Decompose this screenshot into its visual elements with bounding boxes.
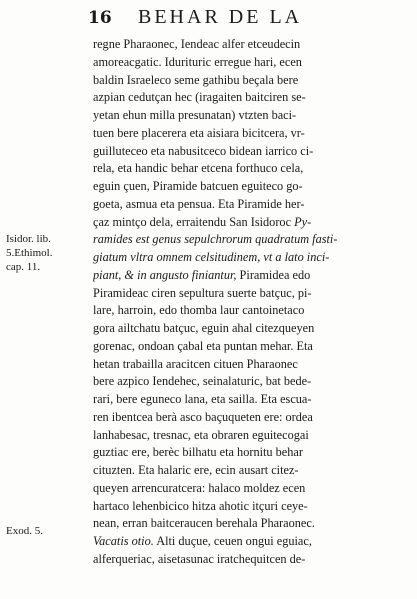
text-segment: queyen arrencuratcera: halaco moldez ecen <box>93 480 306 495</box>
text-line <box>93 498 399 516</box>
text-line <box>93 143 399 161</box>
text-segment: rari, bere eguneco lana, eta sailla. Eta escua- <box>93 392 312 406</box>
text-segment: tuen bere placerera eta aisiara bicitcera, vr- <box>93 125 305 140</box>
text-segment: goeta, asmua eta pensua. Eta Piramide her- <box>93 196 305 211</box>
text-segment: guztiac ere, berèc bilhatu eta hornitu behar <box>93 445 303 460</box>
text-segment: bere azpico Iendehec, seinalaturic, bat bede- <box>93 374 312 389</box>
text-line <box>93 338 399 356</box>
margin-note-isidor: Isidor. lib. <box>6 233 51 245</box>
text-line <box>93 72 399 90</box>
text-line <box>93 196 399 214</box>
text-segment: alferqueriac, aisetasunac iratchequitcen de- <box>93 551 306 566</box>
text-segment: hartaco lehenbicico hitza ahotic itçuri ceye- <box>93 498 308 513</box>
text-segment: Alti duçue, ceuen ongui eguiac, <box>153 534 312 548</box>
text-line <box>93 267 399 285</box>
latin-quote-segment: Py- <box>294 214 312 229</box>
text-segment: eguin çuen, Piramide batcuen eguiteco go- <box>93 179 303 193</box>
page-header <box>88 6 408 30</box>
running-title: BEHAR DE LA <box>138 6 303 28</box>
text-line <box>93 107 399 125</box>
body-text <box>93 36 399 569</box>
text-segment: lare, harroin, edo thomba laur cantoinetaco <box>93 303 305 318</box>
text-segment: regne Pharaonec, Iendeac alfer etceudecin <box>93 37 301 51</box>
margin-note-chapter: cap. 11. <box>6 261 41 273</box>
text-segment: rela, eta handic behar etcena forthuco cela, <box>93 161 304 176</box>
text-line <box>93 54 399 72</box>
text-line <box>93 409 399 427</box>
text-line <box>93 249 399 267</box>
margin-note-exodus: Exod. 5. <box>6 525 43 537</box>
text-line <box>93 36 399 54</box>
text-segment: amoreacgatic. Idurituric erregue hari, ecen <box>93 54 302 69</box>
text-segment: gora ailtchatu batçuc, eguin ahal citezqueyen <box>93 321 315 335</box>
latin-quote-segment: ramides est genus sepulchrorum quadratum fasti- <box>93 232 338 247</box>
text-segment: nean, erran baitceraucen berehala Pharaonec. <box>93 516 315 531</box>
text-line <box>93 320 399 338</box>
text-line <box>93 427 399 445</box>
text-line <box>93 391 399 409</box>
text-segment: azpian cedutçan hec (iragaiten baitciren se- <box>93 90 306 105</box>
text-segment: ren ibentcea berà asco baçuqueten ere: ordea <box>93 409 313 424</box>
text-segment: Piramideac ciren sepultura suerte batçuc, pi- <box>93 285 312 300</box>
page-number: 16 <box>88 8 112 28</box>
text-segment: hetan trabailla aracitcen cituen Pharaonec <box>93 356 298 371</box>
text-line <box>93 178 399 196</box>
text-line <box>93 89 399 107</box>
text-segment: çaz mintço dela, erraitendu San Isidoroc <box>93 214 295 229</box>
text-segment: cituzten. Eta halaric ere, ecin ausart citez- <box>93 463 299 477</box>
text-line <box>93 462 399 480</box>
text-line <box>93 515 399 533</box>
text-line <box>93 125 399 143</box>
text-line <box>93 214 399 232</box>
text-line <box>93 480 399 498</box>
text-segment: guilluteceo eta nabusitceco bidean iarrico ci- <box>93 143 314 158</box>
text-line <box>93 160 399 178</box>
text-segment: lanhabesac, tresnac, eta obraren eguitecogai <box>93 427 309 442</box>
latin-quote-segment: giatum vltra omnem celsitudinem, vt a lato inci- <box>93 250 330 264</box>
text-line <box>93 444 399 462</box>
text-line <box>93 285 399 303</box>
text-line <box>93 356 399 374</box>
text-line <box>93 551 399 569</box>
text-line <box>93 302 399 320</box>
latin-quote-segment: Vacatis otio. <box>93 534 154 548</box>
text-segment: yetan ehun milla presunatan) vtzten baci- <box>93 108 297 122</box>
text-line <box>93 533 399 551</box>
latin-quote-segment: piant, & in angusto finiantur, <box>93 267 237 282</box>
text-segment: Piramidea edo <box>236 267 311 282</box>
text-line <box>93 373 399 391</box>
text-line <box>93 231 399 249</box>
margin-note-ethimol: 5.Ethimol. <box>6 247 53 259</box>
text-segment: gorenac, ondoan çabal eta puntan mehar. Eta <box>93 338 313 353</box>
text-segment: baldin Israeleco seme gathibu beçala bere <box>93 72 299 87</box>
